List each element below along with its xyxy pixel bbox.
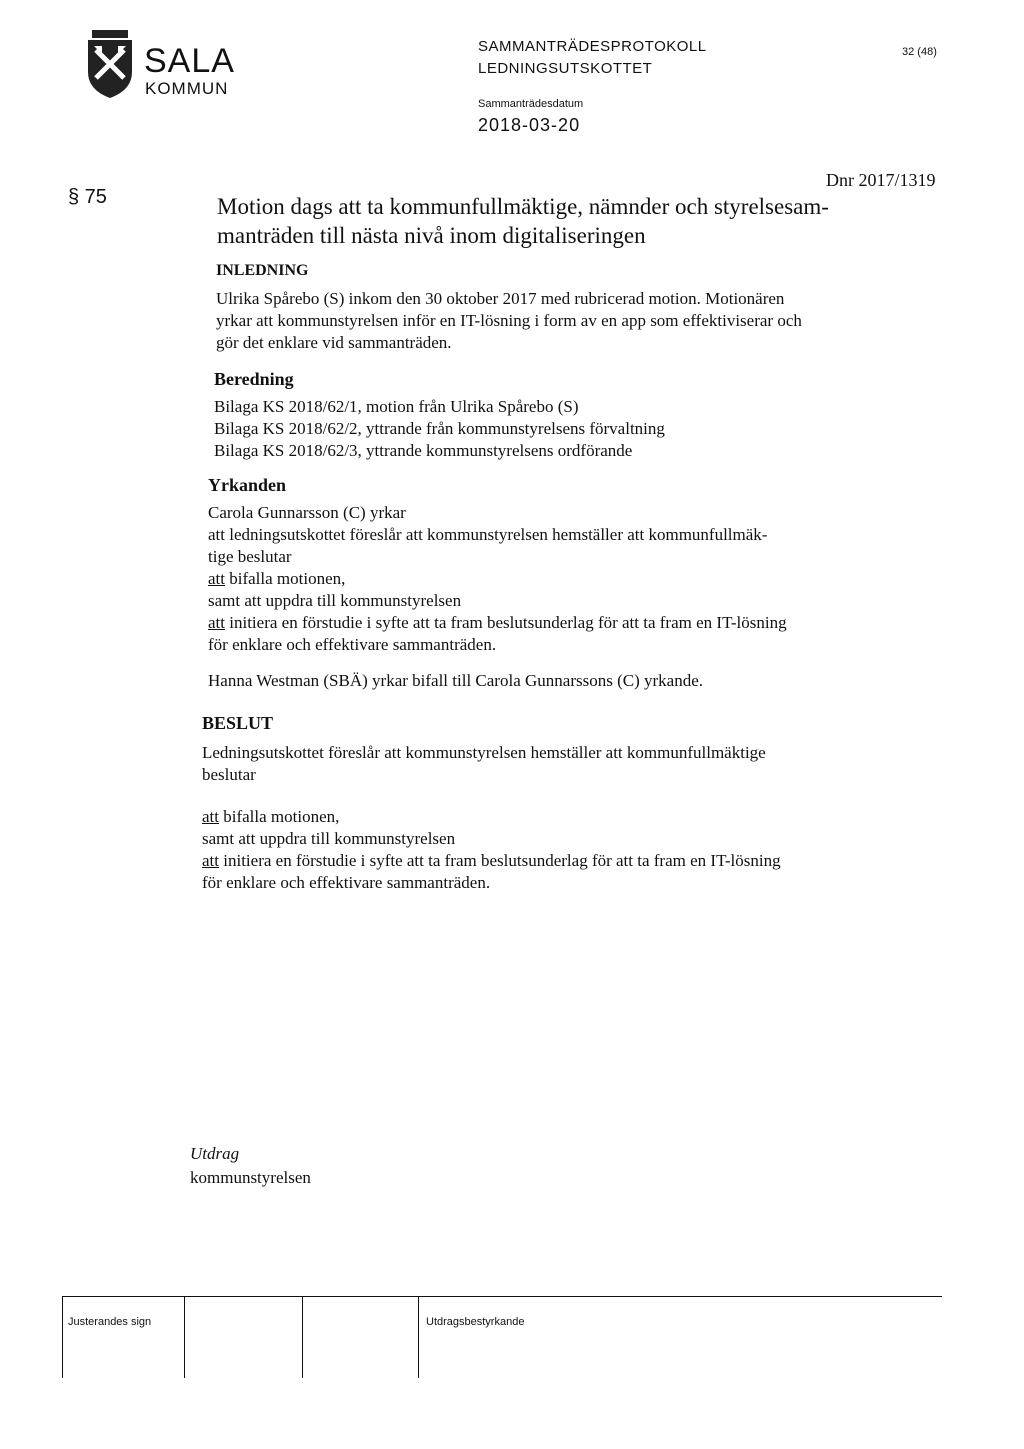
footer-divider xyxy=(418,1296,419,1378)
beslut-line: för enklare och effektivare sammanträden. xyxy=(202,873,491,892)
footer-divider xyxy=(184,1296,185,1378)
att-keyword: att xyxy=(208,569,225,588)
att-text: initiera en förstudie i syfte att ta fram beslutsunderlag för att ta fram en IT-lösning xyxy=(219,851,781,870)
beslut-line: Ledningsutskottet föreslår att kommunstyrelsen hemställer att kommunfullmäktige xyxy=(202,743,766,762)
beredning-item: Bilaga KS 2018/62/2, yttrande från kommunstyrelsens förvaltning xyxy=(214,419,665,438)
beslut-line: beslutar xyxy=(202,765,256,784)
beslut-heading: BESLUT xyxy=(202,713,274,733)
document-type: SAMMANTRÄDESPROTOKOLL xyxy=(478,38,707,55)
beredning-item: Bilaga KS 2018/62/3, yttrande kommunstyrelsens ordförande xyxy=(214,441,633,460)
att-keyword: att xyxy=(208,613,225,632)
yrkanden-line: för enklare och effektivare sammanträden. xyxy=(208,635,497,654)
utdrag-label: Utdrag xyxy=(190,1144,240,1163)
meeting-date-label: Sammanträdesdatum xyxy=(478,98,584,110)
beredning-item: Bilaga KS 2018/62/1, motion från Ulrika Spårebo (S) xyxy=(214,397,579,416)
beslut-att-line xyxy=(202,850,781,872)
inledning-line: yrkar att kommunstyrelsen inför en IT-lösning i form av en app som effektiviserar och xyxy=(216,311,802,330)
yrkanden-heading: Yrkanden xyxy=(208,475,287,495)
beslut-att-line xyxy=(202,806,781,828)
inledning-heading: INLEDNING xyxy=(216,262,309,279)
utdrag-block xyxy=(190,1142,311,1190)
utdragsbestyrkande-label: Utdragsbestyrkande xyxy=(426,1316,525,1328)
committee-name: LEDNINGSUTSKOTTET xyxy=(478,60,653,77)
case-number: Dnr 2017/1319 xyxy=(826,170,936,190)
inledning-line: gör det enklare vid sammanträden. xyxy=(216,333,452,352)
yrkanden-section xyxy=(208,474,787,692)
att-text: bifalla motionen, xyxy=(225,569,346,588)
municipal-coat-of-arms-logo xyxy=(82,28,138,100)
yrkanden-line: att ledningsutskottet föreslår att kommunstyrelsen hemställer att kommunfullmäk- xyxy=(208,525,768,544)
att-text: initiera en förstudie i syfte att ta fram beslutsunderlag för att ta fram en IT-lösning xyxy=(225,613,787,632)
page-number: 32 (48) xyxy=(902,46,937,58)
yrkanden-line: tige beslutar xyxy=(208,547,292,566)
justerandes-sign-label: Justerandes sign xyxy=(68,1316,152,1328)
beredning-heading: Beredning xyxy=(214,369,294,389)
att-text: bifalla motionen, xyxy=(219,807,340,826)
att-keyword: att xyxy=(202,807,219,826)
yrkanden-att-line xyxy=(208,612,787,634)
yrkanden-line: Hanna Westman (SBÄ) yrkar bifall till Carola Gunnarssons (C) yrkande. xyxy=(208,671,703,690)
meeting-date: 2018-03-20 xyxy=(478,115,581,135)
logo-name: SALA xyxy=(144,42,235,80)
paragraph-number: § 75 xyxy=(68,186,107,208)
beslut-line: samt att uppdra till kommunstyrelsen xyxy=(202,829,456,848)
yrkanden-line: samt att uppdra till kommunstyrelsen xyxy=(208,591,462,610)
footer-top-rule xyxy=(62,1296,942,1297)
beredning-section xyxy=(214,368,665,462)
footer-divider xyxy=(302,1296,303,1378)
inledning-line: Ulrika Spårebo (S) inkom den 30 oktober 2017 med rubricerad motion. Motionären xyxy=(216,289,785,308)
att-keyword: att xyxy=(202,851,219,870)
signature-footer xyxy=(62,1296,942,1378)
beslut-section xyxy=(202,712,781,894)
logo-subtitle: KOMMUN xyxy=(145,79,229,98)
item-title xyxy=(217,192,937,250)
utdrag-recipient: kommunstyrelsen xyxy=(190,1168,311,1187)
item-title-line: manträden till nästa nivå inom digitaliseringen xyxy=(217,223,646,248)
item-title-line: Motion dags att ta kommunfullmäktige, nämnder och styrelsesam- xyxy=(217,194,829,219)
yrkanden-att-line xyxy=(208,568,787,590)
footer-divider xyxy=(62,1296,63,1378)
yrkanden-line: Carola Gunnarsson (C) yrkar xyxy=(208,503,406,522)
inledning-section xyxy=(216,260,802,354)
